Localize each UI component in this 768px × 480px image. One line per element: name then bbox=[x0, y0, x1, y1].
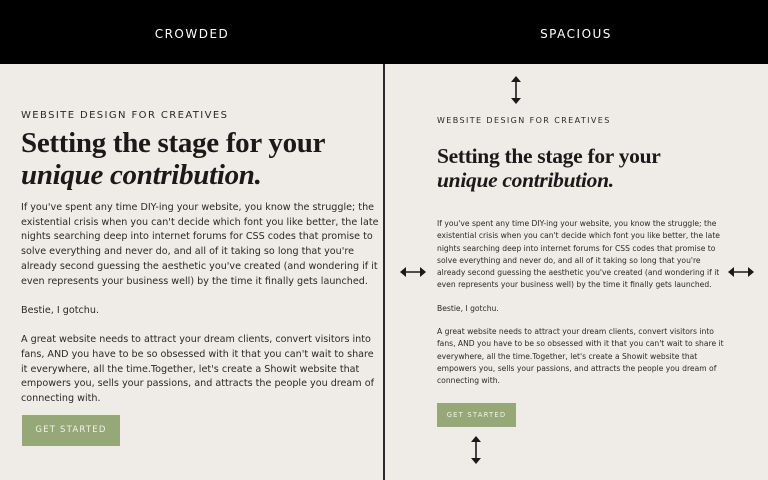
get-started-button[interactable]: GET STARTED bbox=[437, 403, 516, 427]
paragraph-2: Bestie, I gotchu. bbox=[21, 304, 99, 316]
header-bar bbox=[0, 0, 768, 64]
spacious-label: SPACIOUS bbox=[540, 27, 612, 41]
headline-line1: Setting the stage for your bbox=[437, 144, 661, 168]
headline bbox=[21, 127, 325, 192]
body-copy bbox=[437, 218, 727, 388]
headline bbox=[437, 144, 661, 192]
horizontal-double-arrow-icon bbox=[400, 266, 426, 278]
paragraph-3: A great website needs to attract your dream clients, convert visitors into fans, AND you have to be so obsessed with it that you can't wait to share it everywhere, all the time.Together, let's create a Showit website that empowers you, sells your passions, and attracts the people you dream of connecting with. bbox=[437, 327, 724, 386]
headline-line2: unique contribution. bbox=[21, 159, 262, 192]
paragraph-1: If you've spent any time DIY-ing your website, you know the struggle; the existential crisis when you can't decide which font you like better, the late nights searching deep into internet forums for CSS codes that promise to solve everything and never do, and all of it taking so long that you're already second guessing the aesthetic you've created (and wondering if it even represents your business well) by the time it finally gets launched. bbox=[21, 202, 379, 287]
spacious-panel bbox=[385, 64, 768, 480]
paragraph-2: Bestie, I gotchu. bbox=[437, 303, 499, 313]
body-copy bbox=[21, 201, 379, 407]
paragraph-3: A great website needs to attract your dream clients, convert visitors into fans, AND you have to be so obsessed with it that you can't wait to share it everywhere, all the time.Together, let's create a Showit website that empowers you, sells your passions, and attracts the people you dream of connecting with. bbox=[21, 334, 374, 405]
vertical-double-arrow-icon bbox=[510, 76, 522, 104]
horizontal-double-arrow-icon bbox=[728, 266, 754, 278]
crowded-label: CROWDED bbox=[154, 27, 230, 41]
eyebrow-text: WEBSITE DESIGN FOR CREATIVES bbox=[437, 116, 611, 125]
paragraph-1: If you've spent any time DIY-ing your website, you know the struggle; the existential crisis when you can't decide which font you like better, the late nights searching deep into internet forums for CSS codes that promise to solve everything and never do, and all of it taking so long that you're already second guessing the aesthetic you've created (and wondering if it even represents your business well) by the time it finally gets launched. bbox=[437, 219, 720, 290]
eyebrow-text: WEBSITE DESIGN FOR CREATIVES bbox=[21, 110, 229, 121]
crowded-panel bbox=[0, 64, 383, 480]
headline-line2: unique contribution. bbox=[437, 168, 614, 193]
get-started-button[interactable]: GET STARTED bbox=[22, 415, 120, 446]
vertical-double-arrow-icon bbox=[470, 436, 482, 464]
headline-line1: Setting the stage for your bbox=[21, 127, 326, 159]
